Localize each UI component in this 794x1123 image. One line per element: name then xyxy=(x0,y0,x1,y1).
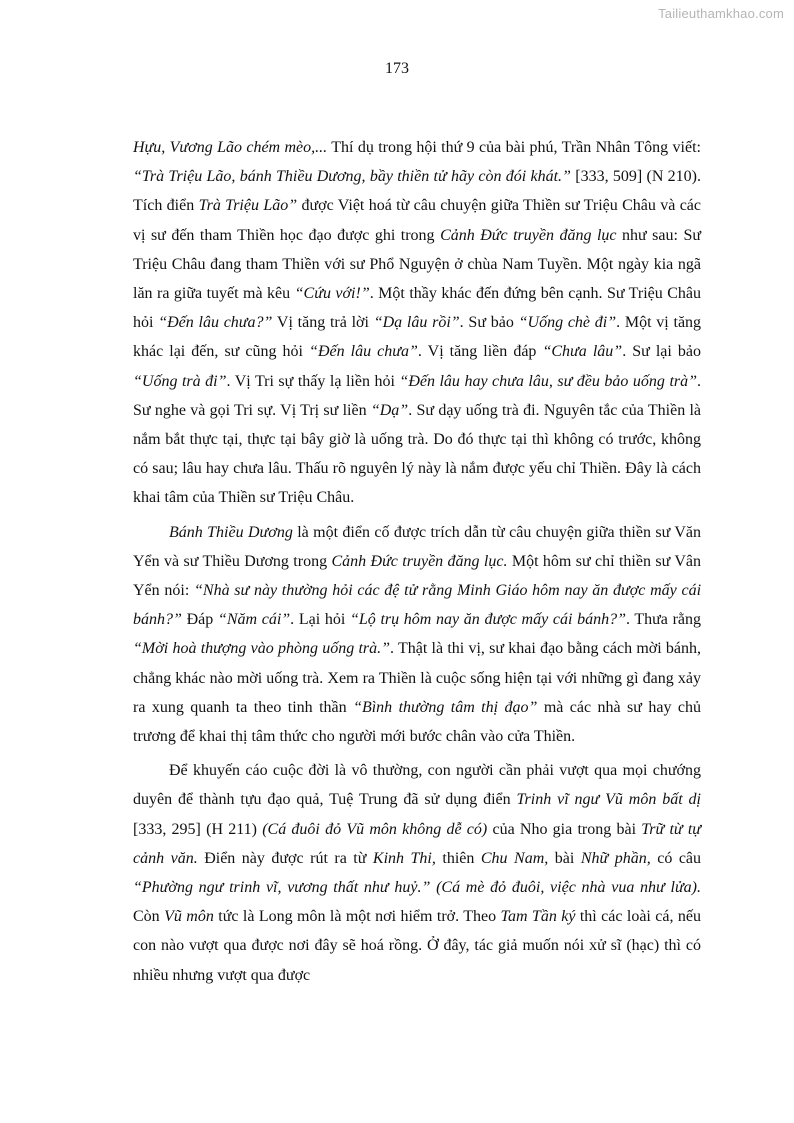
italic-text-run: “Chưa lâu” xyxy=(542,343,623,361)
italic-text-run: Chu Nam, xyxy=(480,849,549,867)
italic-text-run: Vũ môn xyxy=(164,908,214,926)
italic-text-run: “Đến lâu hay chưa lâu, sư đều bảo uống trà” xyxy=(399,372,698,390)
text-run: mà các nhà sư hay chủ trương để khai thị tâm thức cho người mới bước chân vào cửa Thiền. xyxy=(133,698,702,746)
italic-text-run: Kinh Thi, xyxy=(372,849,436,867)
text-run: thì các loài cá, nếu con nào vượt qua được nơi đây sẽ hoá rồng. Ở đây, tác giả muốn nói xử sĩ (hạc) thì có nhiều nhưng vượt qua được xyxy=(133,908,702,984)
text-run: . Sư lại bảo xyxy=(622,343,702,361)
text-run: . Sư bảo xyxy=(459,314,519,332)
italic-text-run: “Uống chè đi” xyxy=(518,314,617,332)
text-run: [333, 295] (H 211) xyxy=(133,820,263,838)
text-run: . Một vị tăng khác lại đến, sư cũng hỏi xyxy=(133,314,702,361)
italic-text-run: Nhữ phần, xyxy=(580,849,651,867)
text-run: Điển này được rút ra từ xyxy=(197,849,373,867)
text-run: thiên xyxy=(435,849,481,867)
italic-text-run: “Mời hoà thượng vào phòng uống trà.” xyxy=(133,640,391,658)
italic-text-run: Trà Triệu Lão” xyxy=(198,197,298,215)
body-text xyxy=(133,133,701,990)
text-run: . Lại hỏi xyxy=(290,611,350,629)
text-run: của Nho gia trong bài xyxy=(487,820,642,838)
italic-text-run: “Uống trà đi” xyxy=(133,372,227,390)
italic-text-run: “Dạ lâu rồi” xyxy=(373,314,460,332)
watermark: Tailieuthamkhao.com xyxy=(658,6,784,21)
text-run: tức là Long môn là một nơi hiểm trở. Theo xyxy=(213,908,501,926)
italic-text-run: Trinh vĩ ngư Vũ môn bất dị xyxy=(516,791,702,809)
text-run: [333, 509] (N 210). Tích điển xyxy=(133,168,702,215)
page-number: 173 xyxy=(385,60,409,77)
italic-text-run: Cảnh Đức truyền đăng lục xyxy=(440,226,617,244)
text-run: có câu xyxy=(650,849,702,867)
paragraph-2 xyxy=(133,518,701,752)
italic-text-run: “Đến lâu chưa” xyxy=(309,343,418,361)
italic-text-run: “Lộ trụ hôm nay ăn được mấy cái bánh?” xyxy=(349,611,626,629)
text-run: . Sư nghe và gọi Tri sự. Vị Trị sư liền xyxy=(133,372,702,419)
text-run: . Thưa rằng xyxy=(625,611,702,629)
text-run: được Việt hoá từ câu chuyện giữa Thiền sư Triệu Châu và các vị sư đến tham Thiền học đạo được ghi trong xyxy=(133,197,702,244)
italic-text-run: “Phường ngư trinh vĩ, vương thất như huỷ.” (Cá mè đỏ đuôi, việc nhà vua như lửa). xyxy=(133,879,701,897)
text-run: Vị tăng trả lời xyxy=(272,314,374,332)
text-run: . Thật là thi vị, sư khai đạo bằng cách mời bánh, chẳng khác nào mời uống trà. Xem ra Thiền là cuộc sống hiện tại với những gì đang xảy ra xung quanh ta theo tinh thần xyxy=(133,640,702,716)
italic-text-run: (Cá đuôi đỏ Vũ môn không dễ có) xyxy=(262,820,488,838)
paragraph-1 xyxy=(133,133,701,513)
text-run: bài xyxy=(548,849,581,867)
italic-text-run: Bánh Thiều Dương xyxy=(169,523,293,541)
text-run: . Sư dạy uống trà đi. Nguyên tắc của Thiền là nắm bắt thực tại, thực tại bây giờ là uống trà. Do đó thực tại thì không có trước, không có sau; lâu hay chưa lâu. Thấu rõ nguyên lý này là nắm được yếu chỉ Thiền. Đây là cách khai tâm của Thiền sư Triệu Châu. xyxy=(133,401,702,507)
text-run: là một điển cố được trích dẫn từ câu chuyện giữa thiền sư Văn Yển và sư Thiều Dương trong xyxy=(133,523,701,570)
text-run: Để khuyến cáo cuộc đời là vô thường, con người cần phải vượt qua mọi chướng duyên để thành tựu đạo quả, Tuệ Trung đã sử dụng điển xyxy=(133,762,701,809)
italic-text-run: Cảnh Đức truyền đăng lục. xyxy=(331,552,508,570)
text-run: Thí dụ trong hội thứ 9 của bài phú, Trần Nhân Tông viết: xyxy=(327,139,701,156)
text-run: . Vị tăng liền đáp xyxy=(417,343,543,361)
text-run: Còn xyxy=(133,908,165,926)
text-run: như sau: Sư Triệu Châu đang tham Thiền với sư Phổ Nguyện ở chùa Nam Tuyền. Một ngày kia ngã lăn ra giữa tuyết mà kêu xyxy=(133,226,702,303)
italic-text-run: “Dạ” xyxy=(370,401,409,419)
text-run: Đáp xyxy=(181,611,218,629)
italic-text-run: “Trà Triệu Lão, bánh Thiều Dương, bầy thiền tử hãy còn đói khát.” xyxy=(133,168,571,186)
italic-text-run: “Cứu với!” xyxy=(294,285,370,303)
italic-text-run: Trữ từ tự cảnh văn. xyxy=(133,820,702,867)
text-run: . Vị Tri sự thấy lạ liền hỏi xyxy=(226,372,400,390)
text-run: Một hôm sư chỉ thiền sư Vân Yển nói: xyxy=(133,552,701,600)
italic-text-run: Tam Tần ký xyxy=(500,908,576,926)
italic-text-run: “Năm cái” xyxy=(217,611,291,629)
paragraph-3 xyxy=(133,756,701,990)
italic-text-run: “Đến lâu chưa?” xyxy=(158,314,273,332)
italic-text-run: Hựu, Vương Lão chém mèo,... xyxy=(133,139,328,156)
italic-text-run: “Bình thường tâm thị đạo” xyxy=(353,698,538,716)
text-run: . Một thầy khác đến đứng bên cạnh. Sư Triệu Châu hỏi xyxy=(133,285,702,332)
italic-text-run: “Nhà sư này thường hỏi các đệ tử rằng Minh Giáo hôm nay ăn được mấy cái bánh?” xyxy=(133,582,702,629)
